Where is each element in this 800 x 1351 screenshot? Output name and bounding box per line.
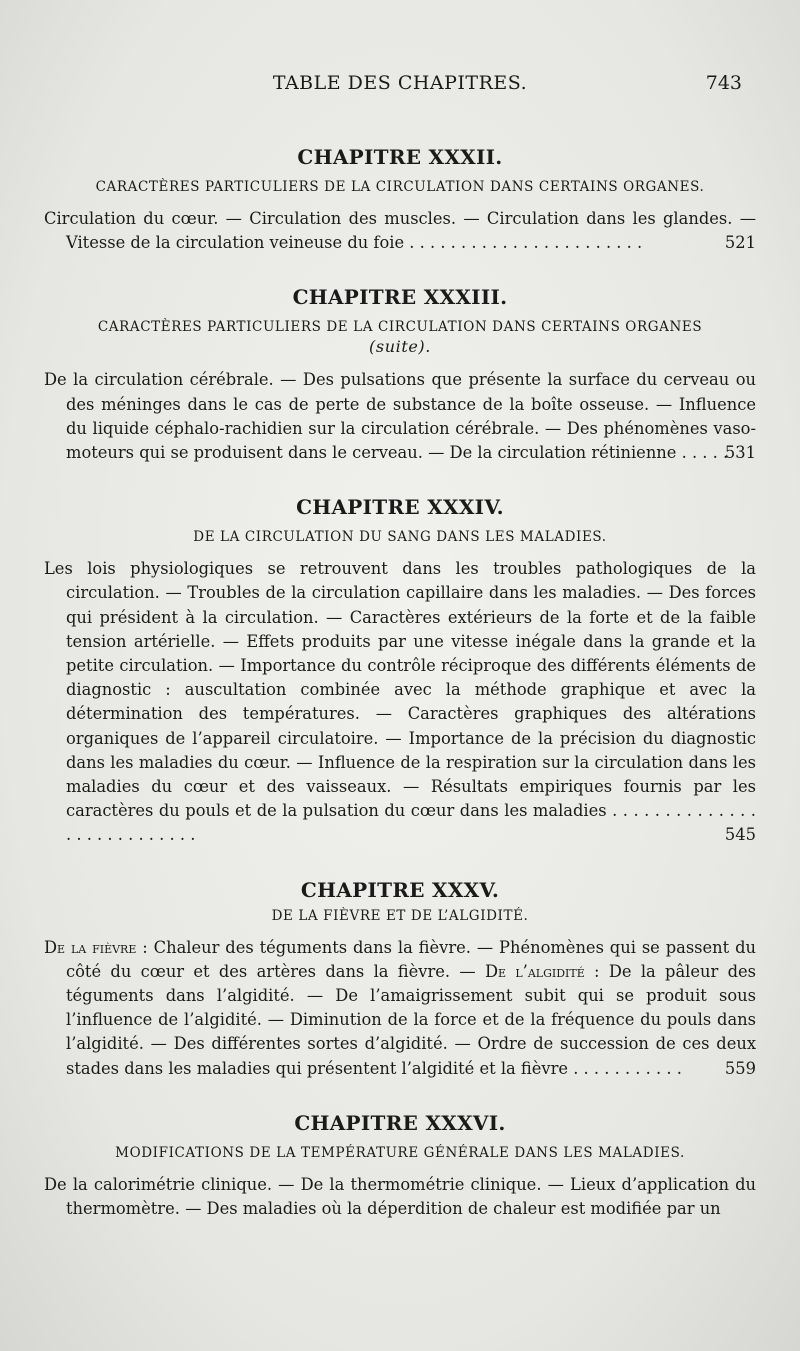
chapter-page-number: 521	[724, 233, 756, 253]
summary-body: Circulation du cœur. — Circulation des muscles. — Circulation dans les glandes. — Vitesse de la circulation veineuse du foie	[44, 209, 756, 253]
summary-text	[44, 936, 756, 1081]
table-of-contents	[44, 145, 756, 1251]
chapter-34	[44, 495, 756, 847]
chapter-32	[44, 145, 756, 255]
dot-leader: . . . . .	[676, 443, 729, 463]
summary-text	[44, 207, 756, 255]
section-lead-algidity: De l’algidité	[484, 961, 585, 981]
summary-text	[44, 557, 756, 847]
summary-body-part-1: : Chaleur des téguments dans la fièvre. — Phénomènes qui se passent du côté du cœur et des artères dans la fièvre. —	[66, 937, 756, 981]
chapter-subtitle: DE LA CIRCULATION DU SANG DANS LES MALADIES.	[193, 529, 607, 546]
chapter-page-number: 531	[724, 443, 756, 463]
chapter-subtitle: DE LA FIÈVRE ET DE L’ALGIDITÉ.	[271, 907, 529, 924]
chapter-36	[44, 1111, 756, 1221]
chapter-page-number: 545	[724, 825, 756, 845]
summary-body: Les lois physiologiques se retrouvent dans les troubles pathologiques de la circulation. — Troubles de la circulation capillaire dans les maladies. — Des forces qui président à la circulation. — Caractères extérieurs de la forte et de la faible tension artérielle. — Effets produits par une vitesse inégale dans la grande et la petite circulation. — Importance du contrôle réciproque des différents éléments de diagnostic : auscultation combinée avec la méthode graphique et avec la détermination des températures. — Caractères graphiques des altérations organiques de l’appareil circulatoire. — Importance de la précision du diagnostic dans les maladies du cœur. — Influence de la respiration sur la circulation dans les maladies du cœur et des vaisseaux. — Résultats empiriques fournis par les caractères du pouls et de la pulsation du cœur dans les maladies	[44, 559, 756, 821]
dot-leader: . . . . . . . . . . .	[568, 1058, 682, 1078]
chapter-heading: CHAPITRE XXXVI.	[294, 1110, 506, 1135]
page-header	[0, 72, 800, 102]
dot-leader: . . . . . . . . . . . . . . . . . . . . . . . . . . .	[66, 801, 756, 845]
chapter-subtitle: MODIFICATIONS DE LA TEMPÉRATURE GÉNÉRALE DANS LES MALADIES.	[115, 1144, 685, 1161]
page-number: 743	[705, 72, 742, 94]
running-title: TABLE DES CHAPITRES.	[272, 72, 528, 94]
chapter-summary	[44, 557, 756, 847]
summary-body-part-2: : De la pâleur des téguments dans l’algidité. — De l’amaigrissement subit qui se produit sous l’influence de l’algidité. — Diminution de la force et de la fréquence du pouls dans l’algidité. — Des différentes sortes d’algidité. — Ordre de succession de ces deux stades dans les maladies qui présentent l’algidité et la fièvre	[66, 961, 756, 1078]
chapter-33	[44, 285, 756, 465]
summary-text	[44, 368, 756, 465]
chapter-summary	[44, 207, 756, 255]
chapter-subtitle	[44, 319, 756, 356]
section-lead-fever: De la fièvre	[44, 937, 137, 957]
subtitle-text: CARACTÈRES PARTICULIERS DE LA CIRCULATION DANS CERTAINS ORGANES	[97, 319, 703, 336]
chapter-summary	[44, 936, 756, 1081]
chapter-subtitle: CARACTÈRES PARTICULIERS DE LA CIRCULATION DANS CERTAINS ORGANES.	[95, 179, 705, 195]
chapter-heading: CHAPITRE XXXV.	[300, 877, 500, 902]
chapter-heading: CHAPITRE XXXII.	[297, 145, 503, 169]
chapter-heading: CHAPITRE XXXIII.	[292, 285, 508, 310]
chapter-35	[44, 878, 756, 1081]
summary-text: De la calorimétrie clinique. — De la thermométrie clinique. — Lieux d’application du thermomètre. — Des maladies où la déperdition de chaleur est modifiée par un	[44, 1174, 756, 1219]
chapter-page-number: 559	[724, 1058, 756, 1078]
chapter-heading: CHAPITRE XXXIV.	[296, 495, 504, 520]
chapter-summary	[44, 1173, 756, 1221]
dot-leader: . . . . . . . . . . . . . . . . . . . . . . .	[404, 233, 643, 253]
chapter-summary	[44, 368, 756, 465]
summary-body: De la circulation cérébrale. — Des pulsations que présente la surface du cerveau ou des méninges dans le cas de perte de substance de la boîte osseuse. — Influence du liquide céphalo-rachidien sur la circulation cérébrale. — Des phénomènes vaso-moteurs qui se produisent dans le cerveau. — De la circulation rétinienne	[44, 370, 756, 463]
subtitle-suite: (suite).	[369, 337, 431, 357]
